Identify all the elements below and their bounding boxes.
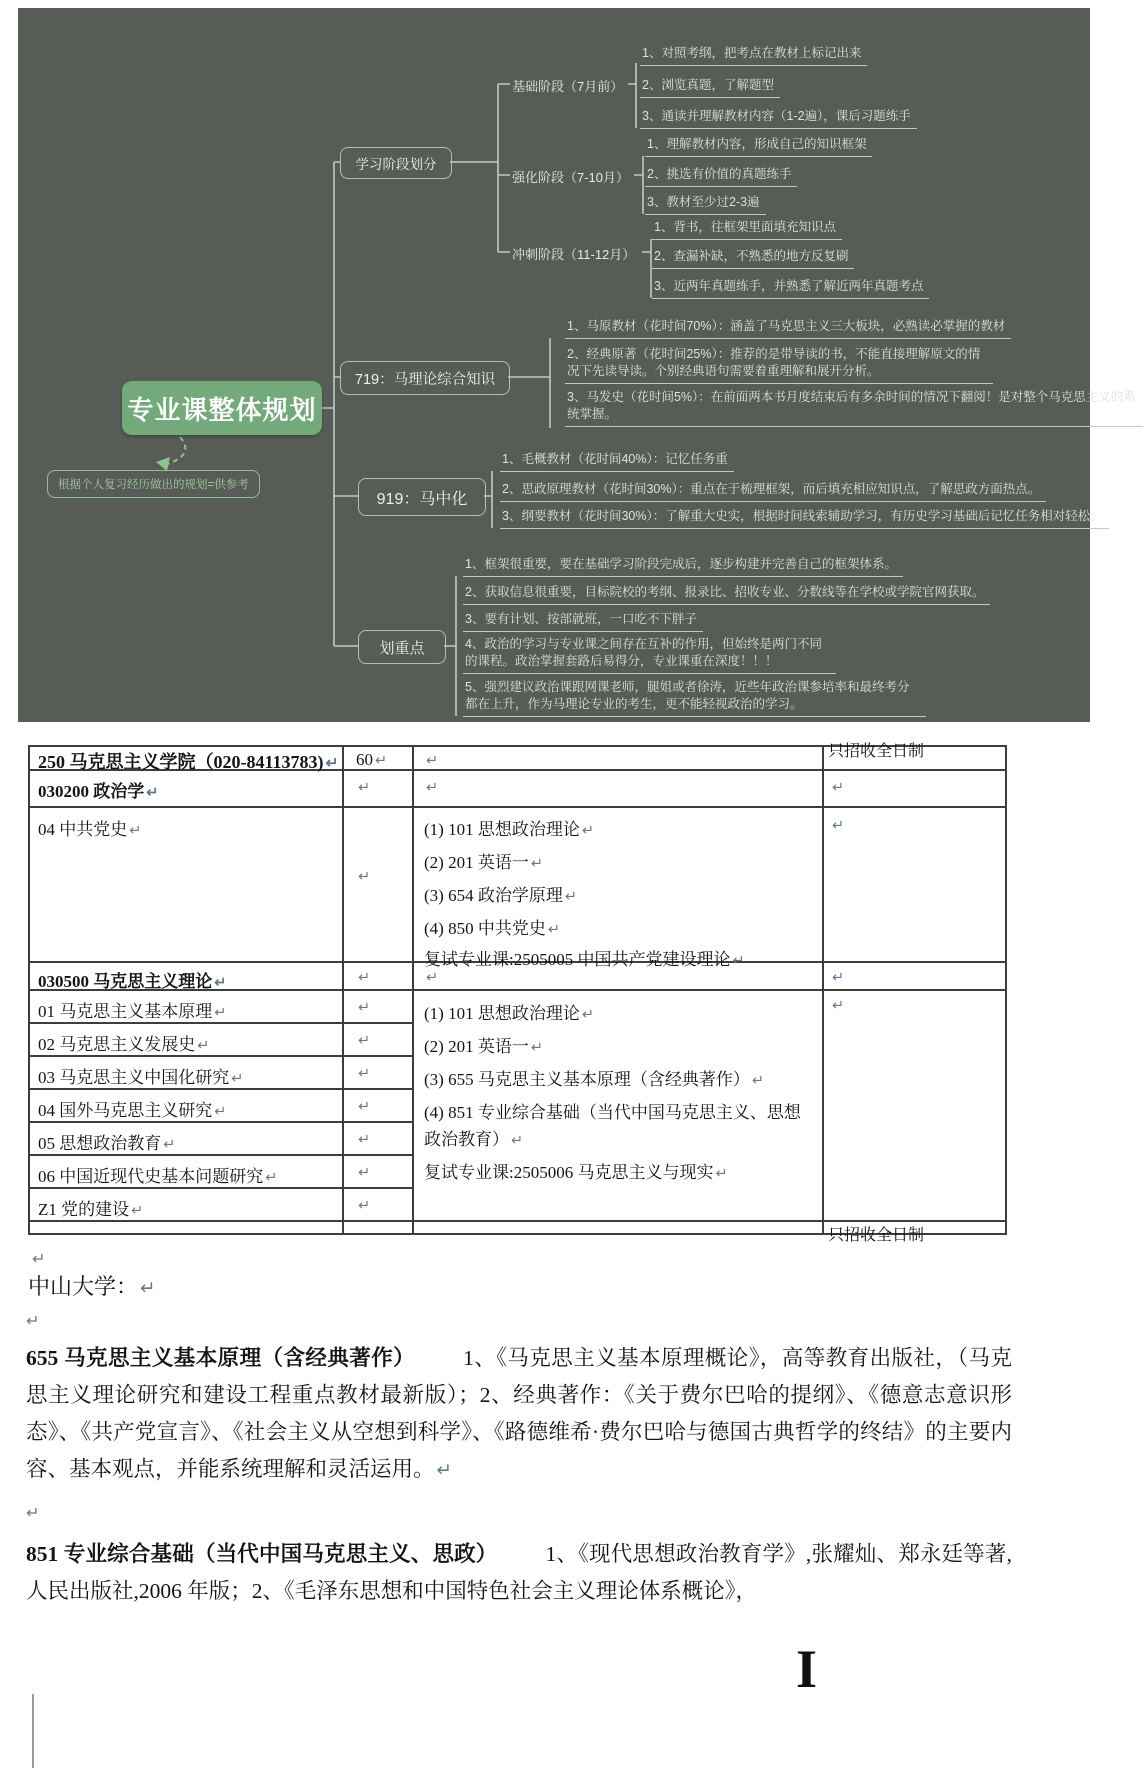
empty-cell[interactable] [424, 750, 438, 770]
pilcrow-mark: ↵ [751, 1073, 764, 1089]
direction-cell[interactable]: 02 马克思主义发展史 ↵ [38, 1035, 210, 1054]
empty-cell[interactable] [830, 995, 844, 1015]
table-border [1005, 745, 1007, 1235]
leaf-sprint-1: 1、背书，往框架里面填充知识点 [652, 219, 842, 240]
empty-cell[interactable] [356, 1195, 370, 1215]
leaf-key-3: 3、要有计划、按部就班，一口吃不下胖子 [463, 611, 703, 632]
direction-cell[interactable]: 06 中国近现代史基本问题研究 ↵ [38, 1167, 278, 1186]
mindmap-root-node [122, 381, 322, 435]
empty-cell[interactable] [424, 967, 438, 987]
paragraph-655-body: 1、《马克思主义基本原理概论》，高等教育出版社，（马克思主义理论研究和建设工程重点教材最新版）；2、经典著作：《关于费尔巴哈的提纲》、《德意志意识形态》、《共产党宣言》、《社会主义从空想到科学》、《路德维希·费尔巴哈与德国古典哲学的终结》的主要内容、基本观点，并能系统理解和灵活运用。 [26, 1346, 1012, 1481]
leaf-key-5: 5、强烈建议政治课跟网课老师，腿姐或者徐涛，近些年政治课参培率和最终考分都在上升，作为马理论专业的考生，更不能轻视政治的学习。 [463, 679, 926, 717]
empty-cell[interactable] [830, 967, 844, 987]
table-border [28, 1121, 412, 1123]
table-border [28, 1055, 412, 1057]
program2-note-cell[interactable]: 只招收全日制 [828, 1227, 925, 1244]
pilcrow-mark: ↵ [358, 1033, 371, 1049]
pilcrow-mark: ↵ [426, 780, 439, 796]
table-border [28, 1022, 412, 1024]
branch-study-stages: 学习阶段划分 [340, 147, 452, 179]
pilcrow-mark: ↵ [214, 1005, 227, 1021]
quota-cell[interactable]: 60 ↵ [356, 750, 388, 769]
pilcrow-mark: ↵ [581, 1007, 594, 1023]
table-border [28, 1088, 412, 1090]
empty-cell[interactable] [356, 1030, 370, 1050]
school-name-cell[interactable]: 250 马克思主义学院（020-84113783) ↵ [38, 752, 339, 772]
paragraph-851-body: 1、《现代思想政治教育学》,张耀灿、郑永廷等著,人民出版社,2006 年版；2、《毛泽东思想和中国特色社会主义理论体系概论》， [26, 1542, 1012, 1603]
empty-cell[interactable] [424, 777, 438, 797]
program1-code-cell[interactable]: 030200 政治学 ↵ [38, 782, 159, 801]
exam-line[interactable]: (2) 201 英语一 ↵ [424, 853, 543, 872]
pilcrow-mark: ↵ [140, 1278, 156, 1299]
exam-line[interactable]: (2) 201 英语一 ↵ [424, 1037, 543, 1056]
pilcrow-mark: ↵ [832, 780, 845, 796]
exam-line[interactable]: (3) 654 政治学原理 ↵ [424, 886, 577, 905]
leaf-sprint-3: 3、近两年真题练手，并熟悉了解近两年真题考点 [652, 278, 929, 299]
empty-cell[interactable] [830, 777, 844, 797]
direction-cell[interactable]: Z1 党的建设 ↵ [38, 1200, 144, 1219]
exam-line[interactable]: (4) 850 中共党史 ↵ [424, 919, 560, 938]
exam-line[interactable]: (4) 851 专业综合基础（当代中国马克思主义、思想 [424, 1103, 801, 1122]
direction-cell[interactable]: 03 马克思主义中国化研究 ↵ [38, 1068, 244, 1087]
pilcrow-mark: ↵ [146, 785, 159, 801]
empty-cell[interactable] [356, 1129, 370, 1149]
paragraph-655-title: 655 马克思主义基本原理（含经典著作） [26, 1346, 416, 1370]
pilcrow-mark: ↵ [163, 1137, 176, 1153]
pilcrow-mark: ↵ [129, 823, 142, 839]
leaf-719-3: 3、马发史（花时间5%）：在前面两本书月度结束后有多余时间的情况下翻阅！是对整个马克思主义的系统掌握。 [565, 389, 1143, 427]
pilcrow-mark: ↵ [426, 970, 439, 986]
direction-cell[interactable]: 05 思想政治教育 ↵ [38, 1134, 176, 1153]
root-label: 专业课整体规划 [127, 394, 317, 425]
empty-cell[interactable] [356, 866, 370, 886]
pilcrow-mark: ↵ [32, 1251, 46, 1268]
pilcrow-mark: ↵ [325, 755, 339, 772]
pilcrow-mark: ↵ [436, 1460, 452, 1480]
note-label: 根据个人复习经历做出的规划=供参考 [58, 479, 249, 491]
exam-line[interactable]: (1) 101 思想政治理论 ↵ [424, 820, 594, 839]
pilcrow-mark: ↵ [715, 1166, 728, 1182]
leaf-intensify-3: 3、教材至少过2-3遍 [645, 194, 766, 215]
leaf-key-4: 4、政治的学习与专业课之间存在互补的作用，但始终是两门不同的课程。政治掌握套路后易得分，专业课重在深度！！！ [463, 636, 836, 674]
text-cursor-icon: I [796, 1639, 818, 1699]
table-border [822, 745, 824, 1235]
leaf-basic-1: 1、对照考纲，把考点在教材上标记出来 [640, 45, 867, 66]
table-border [28, 1187, 412, 1189]
direction-cell[interactable]: 04 中共党史 ↵ [38, 820, 142, 839]
leaf-basic-2: 2、浏览真题，了解题型 [640, 77, 780, 98]
pilcrow-mark: ↵ [547, 922, 560, 938]
empty-cell[interactable] [356, 967, 370, 987]
pilcrow-mark: ↵ [26, 1505, 40, 1522]
table-border [412, 745, 414, 1235]
pilcrow-mark: ↵ [265, 1170, 278, 1186]
pilcrow-mark: ↵ [214, 975, 227, 991]
pilcrow-mark: ↵ [358, 1000, 371, 1016]
pilcrow-mark: ↵ [358, 970, 371, 986]
direction-cell[interactable]: 01 马克思主义基本原理 ↵ [38, 1002, 227, 1021]
table-border [28, 745, 30, 1235]
pilcrow-mark: ↵ [131, 1203, 144, 1219]
pilcrow-mark: ↵ [564, 889, 577, 905]
university-heading[interactable]: 中山大学： ↵ [28, 1274, 156, 1299]
leaf-basic-3: 3、通读并理解教材内容（1-2遍），课后习题练手 [640, 108, 917, 129]
pilcrow-mark: ↵ [832, 970, 845, 986]
leaf-sprint-2: 2、查漏补缺，不熟悉的地方反复刷 [652, 248, 854, 269]
pilcrow-mark: ↵ [358, 780, 371, 796]
pilcrow-mark: ↵ [358, 1066, 371, 1082]
leaf-719-1: 1、马原教材（花时间70%）：涵盖了马克思主义三大板块，必熟读必掌握的教材 [565, 318, 1011, 339]
pilcrow-mark: ↵ [732, 953, 745, 969]
exam-line[interactable]: 复试专业课:2505006 马克思主义与现实 ↵ [424, 1163, 728, 1182]
empty-cell[interactable] [356, 1162, 370, 1182]
leaf-key-1: 1、框架很重要，要在基础学习阶段完成后，逐步构建并完善自己的框架体系。 [463, 556, 903, 577]
stage-sprint-label: 冲刺阶段（11-12月） [512, 247, 636, 262]
leaf-919-2: 2、思政原理教材（花时间30%）：重点在于梳理框架，而后填充相应知识点，了解思政方面热点。 [500, 481, 1046, 502]
leaf-intensify-2: 2、挑选有价值的真题练手 [645, 166, 797, 187]
pilcrow-mark: ↵ [231, 1071, 244, 1087]
branch-719: 719：马理论综合知识 [340, 361, 510, 395]
branch-key-points: 划重点 [358, 630, 446, 664]
mindmap-note [47, 470, 260, 498]
pilcrow-mark: ↵ [832, 818, 845, 834]
pilcrow-mark: ↵ [530, 1040, 543, 1056]
exam-line[interactable]: 复试专业课:2505005 中国共产党建设理论 ↵ [424, 950, 745, 969]
pilcrow-mark: ↵ [358, 1198, 371, 1214]
leaf-intensify-1: 1、理解教材内容，形成自己的知识框架 [645, 136, 872, 157]
direction-cell[interactable]: 04 国外马克思主义研究 ↵ [38, 1101, 227, 1120]
pilcrow-mark: ↵ [197, 1038, 210, 1054]
pilcrow-mark: ↵ [530, 856, 543, 872]
empty-cell[interactable] [356, 1096, 370, 1116]
exam-line[interactable]: (1) 101 思想政治理论 ↵ [424, 1004, 594, 1023]
exam-line[interactable]: 政治教育） ↵ [424, 1130, 524, 1149]
pilcrow-mark: ↵ [375, 753, 388, 769]
pilcrow-mark: ↵ [358, 1132, 371, 1148]
pilcrow-mark: ↵ [358, 1165, 371, 1181]
program2-code-cell[interactable]: 030500 马克思主义理论 ↵ [38, 972, 227, 991]
pilcrow-mark: ↵ [832, 998, 845, 1014]
pilcrow-mark: ↵ [426, 753, 439, 769]
leaf-key-2: 2、获取信息很重要，目标院校的考纲、报录比、招收专业、分数线等在学校或学院官网获取。 [463, 584, 990, 605]
stage-basic-label: 基础阶段（7月前） [512, 79, 624, 94]
leaf-719-2: 2、经典原著（花时间25%）：推荐的是带导读的书，不能直接理解原文的情况下先读导读。个别经典语句需要着重理解和展开分析。 [565, 346, 993, 384]
paragraph-655[interactable] [26, 1340, 1012, 1489]
branch-919: 919：马中化 [358, 478, 486, 516]
empty-cell[interactable] [356, 777, 370, 797]
pilcrow-mark: ↵ [358, 869, 371, 885]
table-border [28, 806, 1007, 808]
leaf-919-3: 3、纲要教材（花时间30%）：了解重大史实，根据时间线索辅助学习，有历史学习基础后记忆任务相对轻松。 [500, 508, 1109, 529]
pilcrow-mark: ↵ [511, 1133, 524, 1149]
pilcrow-mark: ↵ [581, 823, 594, 839]
exam-line[interactable]: (3) 655 马克思主义基本原理（含经典著作） ↵ [424, 1070, 764, 1089]
table-border [342, 745, 344, 1235]
leaf-919-1: 1、毛概教材（花时间40%）：记忆任务重 [500, 451, 734, 472]
table-border [28, 1154, 412, 1156]
empty-cell[interactable] [356, 1063, 370, 1083]
paragraph-851-title: 851 专业综合基础（当代中国马克思主义、思政） [26, 1542, 498, 1566]
stage-intensify-label: 强化阶段（7-10月） [512, 170, 630, 185]
school-note-cell[interactable]: 只招收全日制 [828, 743, 925, 760]
empty-cell[interactable] [356, 997, 370, 1017]
pilcrow-mark: ↵ [358, 1099, 371, 1115]
pilcrow-mark: ↵ [26, 1313, 40, 1330]
empty-cell[interactable] [830, 815, 844, 835]
pilcrow-mark: ↵ [214, 1104, 227, 1120]
paragraph-851[interactable] [26, 1536, 1012, 1610]
page-margin-line [32, 1694, 34, 1768]
